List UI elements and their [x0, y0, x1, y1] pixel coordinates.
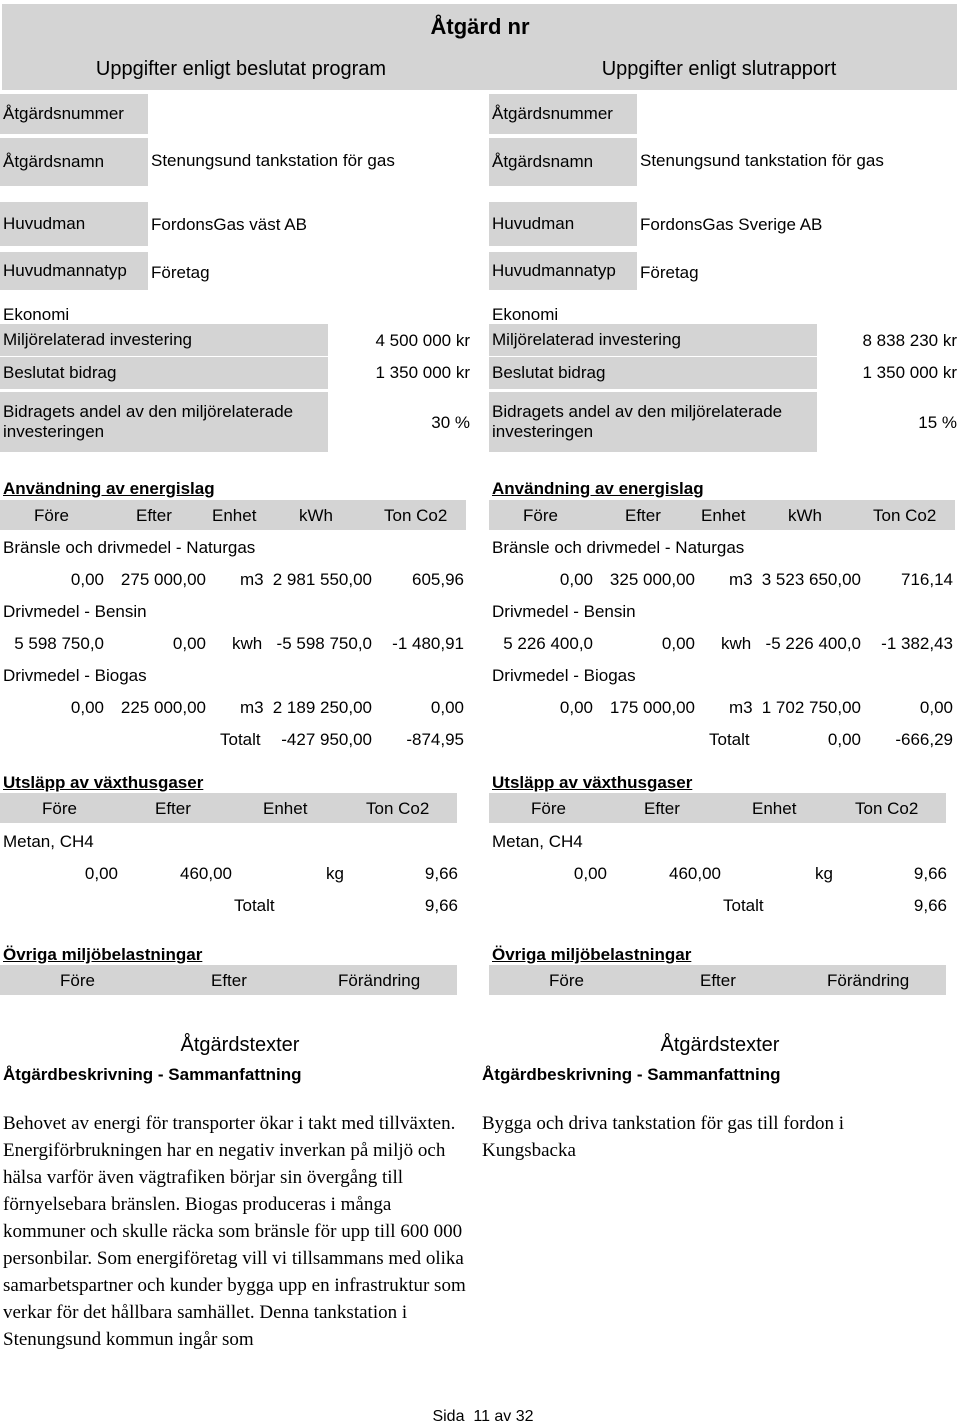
right-energi-enhet: m3 — [729, 698, 753, 717]
left-atgardsnamn-value: Stenungsund tankstation för gas — [151, 151, 395, 170]
page-footer: Sida 11 av 32 — [432, 1408, 534, 1425]
right-texter-body: Bygga och driva tankstation för gas till fordon i Kungsbacka — [482, 1113, 844, 1161]
left-energi-enhet: kwh — [232, 634, 263, 653]
right-utslapp-header — [489, 793, 946, 823]
right-energi-group-name: Drivmedel - Biogas — [492, 666, 636, 685]
left-heading: Uppgifter enligt beslutat program — [95, 58, 387, 80]
left-atgardsnamn-label: Åtgärdsnamn — [0, 138, 148, 186]
right-utslapp-co2: 9,66 — [913, 864, 947, 883]
left-energi-kwh: 2 981 550,00 — [272, 570, 372, 589]
right-utslapp-header-fore: Före — [531, 799, 566, 818]
left-energi-header-efter: Efter — [136, 506, 172, 525]
left-bidrag-label: Beslutat bidrag — [0, 357, 328, 389]
left-utslapp-header-enhet: Enhet — [263, 799, 308, 818]
left-ovriga-header-fore: Före — [60, 971, 95, 990]
left-energi-co2: 605,96 — [412, 570, 464, 589]
left-energi-total-label: Totalt — [220, 730, 261, 749]
left-huvudmannatyp-value: Företag — [151, 263, 210, 282]
right-atgardsnummer-label: Åtgärdsnummer — [489, 94, 637, 134]
left-utslapp-title: Utsläpp av växthusgaser — [3, 773, 204, 792]
left-andel-value: 30 % — [431, 413, 470, 432]
right-energi-header — [489, 500, 955, 530]
left-atgardsnummer-label: Åtgärdsnummer — [0, 94, 148, 134]
left-investering-value: 4 500 000 kr — [375, 331, 470, 350]
right-atgardsnamn-label: Åtgärdsnamn — [489, 138, 637, 186]
left-utslapp-enhet: kg — [326, 864, 344, 883]
right-energi-header-efter: Efter — [625, 506, 661, 525]
right-texter-subheading: Åtgärdbeskrivning - Sammanfattning — [482, 1065, 781, 1084]
left-utslapp-header — [0, 793, 457, 823]
right-energi-efter: 325 000,00 — [609, 570, 695, 589]
right-utslapp-header-efter: Efter — [644, 799, 680, 818]
right-energi-fore: 5 226 400,0 — [503, 634, 593, 653]
left-energi-title: Användning av energislag — [3, 479, 215, 498]
right-utslapp-enhet: kg — [815, 864, 833, 883]
right-utslapp-total-label: Totalt — [723, 896, 764, 915]
right-energi-title: Användning av energislag — [492, 479, 704, 498]
right-energi-kwh: 1 702 750,00 — [761, 698, 861, 717]
right-energi-co2: 716,14 — [901, 570, 953, 589]
right-huvudman-label: Huvudman — [489, 202, 637, 246]
left-energi-group-name: Bränsle och drivmedel - Naturgas — [3, 538, 256, 557]
right-utslapp-header-enhet: Enhet — [752, 799, 797, 818]
right-texter-heading: Åtgärdstexter — [660, 1034, 780, 1056]
left-andel-label — [0, 392, 328, 452]
right-ovriga-header-fore: Före — [549, 971, 584, 990]
right-ovriga-header — [489, 965, 946, 995]
left-utslapp-total-co2: 9,66 — [424, 896, 458, 915]
left-ovriga-header-efter: Efter — [211, 971, 247, 990]
left-energi-group-name: Drivmedel - Bensin — [3, 602, 147, 621]
right-andel-label — [489, 392, 817, 452]
right-ovriga-header-efter: Efter — [700, 971, 736, 990]
left-energi-co2: -1 480,91 — [392, 634, 464, 653]
left-ovriga-header-forandring: Förändring — [338, 971, 421, 990]
right-huvudmannatyp-value: Företag — [640, 263, 699, 282]
right-investering-label: Miljörelaterad investering — [489, 324, 817, 356]
right-energi-efter: 0,00 — [661, 634, 695, 653]
right-heading: Uppgifter enligt slutrapport — [601, 58, 837, 80]
right-energi-group-name: Bränsle och drivmedel - Naturgas — [492, 538, 745, 557]
right-energi-efter: 175 000,00 — [609, 698, 695, 717]
right-andel-label-line2: investeringen — [492, 422, 594, 441]
right-energi-header-fore: Före — [523, 506, 558, 525]
left-energi-efter: 225 000,00 — [120, 698, 206, 717]
left-utslapp-efter: 460,00 — [180, 864, 232, 883]
left-utslapp-item-name: Metan, CH4 — [3, 832, 94, 851]
right-energi-group-name: Drivmedel - Bensin — [492, 602, 636, 621]
left-utslapp-header-co2: Ton Co2 — [366, 799, 430, 818]
right-energi-header-co2: Ton Co2 — [873, 506, 937, 525]
left-energi-fore: 0,00 — [70, 698, 104, 717]
right-energi-co2: -1 382,43 — [881, 634, 953, 653]
left-energi-total-co2: -874,95 — [406, 730, 464, 749]
left-utslapp-co2: 9,66 — [424, 864, 458, 883]
left-ekonomi-label: Ekonomi — [3, 305, 70, 324]
right-energi-kwh: 3 523 650,00 — [761, 570, 861, 589]
left-huvudman-label: Huvudman — [0, 202, 148, 246]
left-utslapp-fore: 0,00 — [84, 864, 118, 883]
left-energi-fore: 5 598 750,0 — [14, 634, 104, 653]
right-andel-label-line1: Bidragets andel av den miljörelaterade — [492, 402, 783, 421]
left-energi-kwh: 2 189 250,00 — [272, 698, 372, 717]
left-utslapp-header-fore: Före — [42, 799, 77, 818]
left-energi-efter: 0,00 — [172, 634, 206, 653]
left-utslapp-header-efter: Efter — [155, 799, 191, 818]
left-texter-body: Behovet av energi för transporter ökar i takt med tillväxten. Energiförbrukningen har en negativ inverkan på miljö och hälsa varför även vägtrafiken börjar sin övergång till förnyelsebara bränslen. Biogas produceras i många kommuner och skulle räcka som bränsle för upp till 600 000 personbilar. Som energiföretag vill vi tillsammans med olika samarbetspartner och kunder bygga upp en infrastruktur som verkar för det hållbara samhället. Denna tankstation i Stenungsund kommun ingår som — [3, 1113, 466, 1350]
right-utslapp-title: Utsläpp av växthusgaser — [492, 773, 693, 792]
left-energi-header — [0, 500, 466, 530]
left-energi-header-enhet: Enhet — [212, 506, 257, 525]
right-energi-header-kwh: kWh — [788, 506, 822, 525]
right-bidrag-value: 1 350 000 kr — [862, 363, 957, 382]
right-utslapp-header-co2: Ton Co2 — [855, 799, 919, 818]
right-huvudman-value: FordonsGas Sverige AB — [640, 215, 823, 234]
left-energi-header-kwh: kWh — [299, 506, 333, 525]
right-investering-value: 8 838 230 kr — [862, 331, 957, 350]
left-energi-fore: 0,00 — [70, 570, 104, 589]
right-energi-enhet: kwh — [721, 634, 752, 653]
left-energi-header-fore: Före — [34, 506, 69, 525]
right-energi-fore: 0,00 — [559, 698, 593, 717]
left-andel-label-line1: Bidragets andel av den miljörelaterade — [3, 402, 294, 421]
right-energi-kwh: -5 226 400,0 — [765, 634, 861, 653]
right-utslapp-total-co2: 9,66 — [913, 896, 947, 915]
right-energi-header-enhet: Enhet — [701, 506, 746, 525]
left-energi-total-kwh: -427 950,00 — [281, 730, 372, 749]
right-ovriga-title: Övriga miljöbelastningar — [492, 945, 692, 964]
right-energi-enhet: m3 — [729, 570, 753, 589]
right-energi-total-kwh: 0,00 — [827, 730, 861, 749]
left-utslapp-total-label: Totalt — [234, 896, 275, 915]
page-title: Åtgärd nr — [430, 14, 530, 39]
right-energi-total-label: Totalt — [709, 730, 750, 749]
right-ovriga-header-forandring: Förändring — [827, 971, 910, 990]
left-bidrag-value: 1 350 000 kr — [375, 363, 470, 382]
left-energi-group-name: Drivmedel - Biogas — [3, 666, 147, 685]
right-ekonomi-label: Ekonomi — [492, 305, 559, 324]
right-energi-co2: 0,00 — [919, 698, 953, 717]
left-texter-heading: Åtgärdstexter — [180, 1034, 300, 1056]
left-huvudmannatyp-label: Huvudmannatyp — [0, 252, 148, 290]
right-andel-value: 15 % — [918, 413, 957, 432]
left-andel-label-line2: investeringen — [3, 422, 105, 441]
left-investering-label: Miljörelaterad investering — [0, 324, 328, 356]
left-energi-enhet: m3 — [240, 698, 264, 717]
right-huvudmannatyp-label: Huvudmannatyp — [489, 252, 637, 290]
left-energi-kwh: -5 598 750,0 — [276, 634, 372, 653]
right-utslapp-fore: 0,00 — [573, 864, 607, 883]
left-ovriga-title: Övriga miljöbelastningar — [3, 945, 203, 964]
right-utslapp-item-name: Metan, CH4 — [492, 832, 583, 851]
left-energi-header-co2: Ton Co2 — [384, 506, 448, 525]
left-energi-co2: 0,00 — [430, 698, 464, 717]
left-ovriga-header — [0, 965, 457, 995]
right-bidrag-label: Beslutat bidrag — [489, 357, 817, 389]
right-energi-total-co2: -666,29 — [895, 730, 953, 749]
right-atgardsnamn-value: Stenungsund tankstation för gas — [640, 151, 884, 170]
right-utslapp-efter: 460,00 — [669, 864, 721, 883]
left-texter-subheading: Åtgärdbeskrivning - Sammanfattning — [3, 1065, 302, 1084]
left-energi-efter: 275 000,00 — [120, 570, 206, 589]
left-huvudman-value: FordonsGas väst AB — [151, 215, 307, 234]
left-energi-enhet: m3 — [240, 570, 264, 589]
right-energi-fore: 0,00 — [559, 570, 593, 589]
